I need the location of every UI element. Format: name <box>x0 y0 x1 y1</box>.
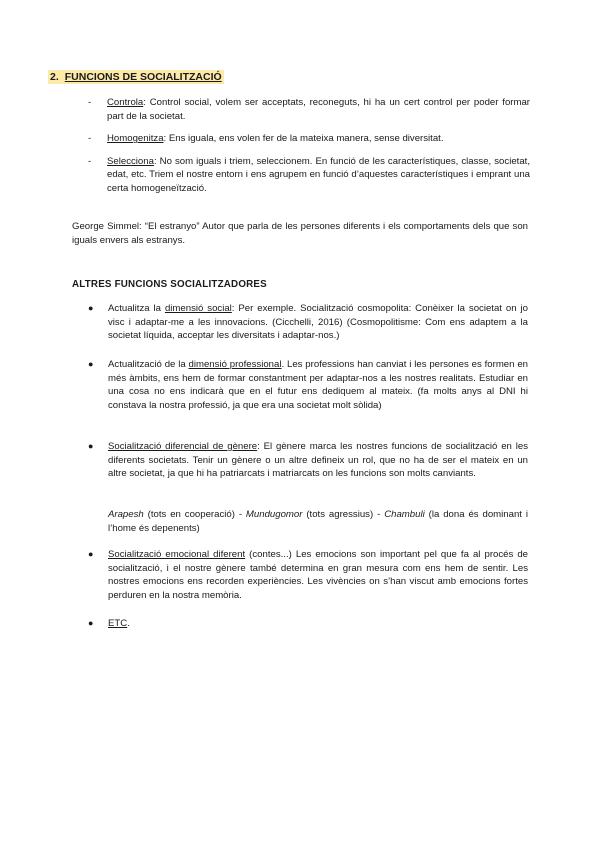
subheading-altres-funcions: ALTRES FUNCIONS SOCIALITZADORES <box>72 279 267 290</box>
example-mundugomor-desc: (tots agressius) - <box>302 509 385 520</box>
dash-item-selecciona <box>90 155 530 196</box>
bullet-text-pre: Actualitza la <box>108 303 165 314</box>
section-number: 2. <box>50 71 59 83</box>
section-title: FUNCIONS DE SOCIALITZACIÓ <box>64 71 222 83</box>
example-arapesh: Arapesh <box>108 509 144 520</box>
term-dimensio-social: dimensió social <box>164 303 232 314</box>
dash-marker: - <box>88 133 92 145</box>
example-chambuli-desc: (la dona és dominant i l’home és depenents) <box>108 509 528 534</box>
bullet-socialitzacio-emocional <box>88 548 528 602</box>
example-mundugomor: Mundugomor <box>245 509 303 520</box>
desc-controla: : Control social, volem ser acceptats, reconeguts, hi ha un cert control per poder formar part de la societat. <box>107 97 530 122</box>
bullet-marker: ● <box>88 618 94 628</box>
dash-list <box>90 96 530 196</box>
bullet-marker: ● <box>88 549 94 559</box>
term-controla: Controla <box>107 97 144 108</box>
bullet-marker: ● <box>88 441 94 451</box>
bullet-text: : Per exemple. Socialització cosmopolita: Conèixer la societat on jo visc i adaptar-me a les innovacions. (Cicchelli, 2016) (Cosmopolitisme: Com ens adaptem a la societat líquida, acceptar les diversitats i adaptar-nos.) <box>108 303 528 342</box>
bullet-marker: ● <box>88 303 94 313</box>
genere-examples <box>88 508 528 535</box>
dash-item-homogenitza <box>90 132 530 146</box>
term-etc: ETC <box>108 618 128 629</box>
term-socialitzacio-emocional: Socialització emocional diferent <box>108 549 246 560</box>
example-arapesh-desc: (tots en cooperació) - <box>143 509 246 520</box>
bullet-dimensio-professional <box>88 358 528 412</box>
dash-item-controla <box>90 96 530 123</box>
dash-marker: - <box>88 97 92 108</box>
section-heading <box>48 70 224 84</box>
bullet-etc <box>88 617 528 631</box>
example-chambuli: Chambuli <box>384 509 425 520</box>
term-homogenitza: Homogenitza <box>107 133 164 145</box>
bullet-text-pre: Actualització de la <box>108 359 189 370</box>
bullet-text: . Les professions han canviat i les persones es formen en més àmbits, ens hem de formar constantment per adaptar-nos a les nostres realitats. Estudiar en una cosa no ens indicarà que en el futur ens dediquem al mateix. (fa molts anys al DNI hi constava la nostra professió, ja que era una societat molt sòlida) <box>108 359 528 411</box>
term-selecciona: Selecciona <box>107 155 154 167</box>
desc-selecciona: : No som iguals i triem, seleccionem. En funció de les característiques, classe, societat, edat, etc. Triem el nostre entorn i ens agrupem en funció d’aquestes característiques i emprant una certa homogeneïtzació. <box>107 155 530 194</box>
simmel-paragraph: George Simmel: “El estranyo” Autor que parla de les persones diferents i els comportaments dels que son iguals envers als estranys. <box>72 221 528 246</box>
desc-homogenitza: : Ens iguala, ens volen fer de la mateixa manera, sense diversitat. <box>163 133 444 145</box>
bullet-marker: ● <box>88 359 94 369</box>
bullet-text: (contes...) Les emocions son important pel que fa al procés de socialització, i el nostre gènere també determina en gran mesura com ens hem de sentir. Les nostres emocions ens recorden experiències. Les vivències on s’han viscut amb emocions fortes perduren en la nostra memòria. <box>108 549 528 601</box>
dash-marker: - <box>88 155 92 167</box>
term-dimensio-professional: dimensió professional <box>188 359 282 370</box>
term-socialitzacio-genere: Socialització diferencial de gènere <box>108 441 258 452</box>
bullet-text: : El gènere marca les nostres funcions de socialització en les diferents societats. Tenir un gènere o un altre defineix un rol, que no ha de ser el mateix en un altre societat, ja que hi ha patriarcats i matriarcats on les funcions son molts canviants. <box>108 441 528 480</box>
bullet-socialitzacio-genere <box>88 440 528 481</box>
bullet-text: . <box>127 618 130 629</box>
bullet-dimensio-social <box>88 302 528 343</box>
